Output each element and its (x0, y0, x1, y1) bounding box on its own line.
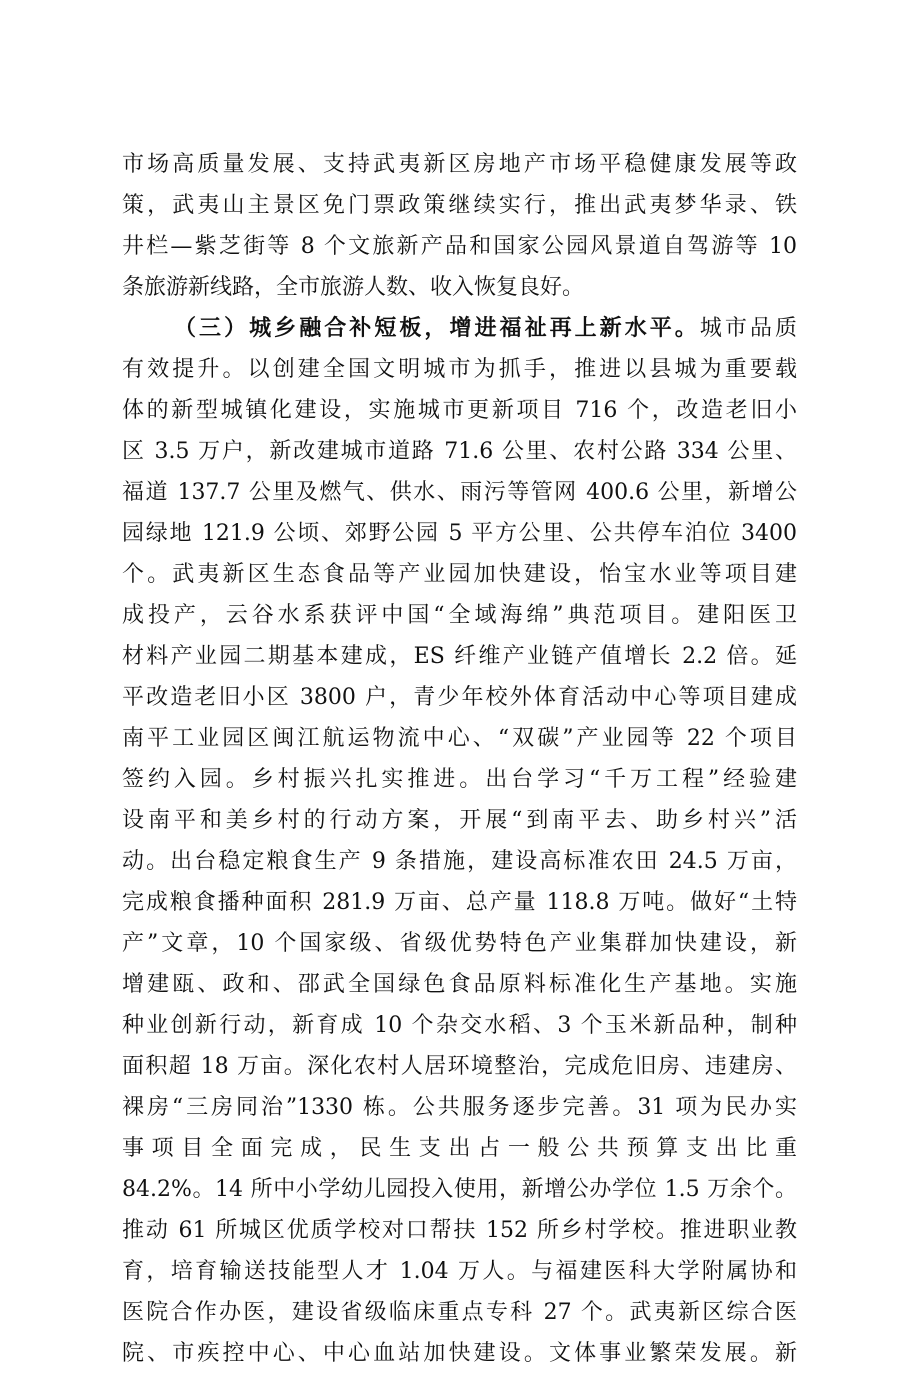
text-line: 签约入园。乡村振兴扎实推进。出台学习“千万工程”经验建 (122, 767, 797, 792)
section-heading: （三）城乡融合补短板，增进福祉再上新水平。 (174, 315, 700, 341)
section-heading-continuation: 城市品质 (699, 316, 797, 341)
text-line: 体的新型城镇化建设，实施城市更新项目 716 个，改造老旧小 (122, 398, 797, 423)
text-line: 动。出台稳定粮食生产 9 条措施，建设高标准农田 24.5 万亩， (122, 849, 797, 874)
text-line: 裸房“三房同治”1330 栋。公共服务逐步完善。31 项为民办实 (122, 1095, 797, 1120)
text-line: 材料产业园二期基本建成，ES 纤维产业链产值增长 2.2 倍。延 (122, 644, 797, 669)
text-line: 园绿地 121.9 公顷、郊野公园 5 平方公里、公共停车泊位 3400 (122, 521, 797, 546)
text-line: 成投产，云谷水系获评中国“全域海绵”典范项目。建阳医卫 (122, 603, 797, 628)
text-line: 推动 61 所城区优质学校对口帮扶 152 所乡村学校。推进职业教 (122, 1218, 797, 1243)
text-line: 面积超 18 万亩。深化农村人居环境整治，完成危旧房、违建房、 (122, 1054, 797, 1079)
text-line: 有效提升。以创建全国文明城市为抓手，推进以县城为重要载 (122, 357, 797, 382)
text-line: 福道 137.7 公里及燃气、供水、雨污等管网 400.6 公里，新增公 (122, 480, 797, 505)
text-line: 产”文章，10 个国家级、省级优势特色产业集群加快建设，新 (122, 931, 797, 956)
text-line: 策，武夷山主景区免门票政策继续实行，推出武夷梦华录、铁 (122, 193, 797, 218)
text-line: 种业创新行动，新育成 10 个杂交水稻、3 个玉米新品种，制种 (122, 1013, 797, 1038)
text-line: 增建瓯、政和、邵武全国绿色食品原料标准化生产基地。实施 (122, 972, 797, 997)
text-line: 南平工业园区闽江航运物流中心、“双碳”产业园等 22 个项目 (122, 726, 797, 751)
text-line: 育，培育输送技能型人才 1.04 万人。与福建医科大学附属协和 (122, 1259, 797, 1284)
text-line: 市场高质量发展、支持武夷新区房地产市场平稳健康发展等政 (122, 152, 797, 177)
section-heading-line (122, 308, 797, 349)
text-line: 个。武夷新区生态食品等产业园加快建设，怡宝水业等项目建 (122, 562, 797, 587)
text-line: 院、市疾控中心、中心血站加快建设。文体事业繁荣发展。新 (122, 1341, 797, 1366)
text-line: 平改造老旧小区 3800 户，青少年校外体育活动中心等项目建成 (122, 685, 797, 710)
text-line: 84.2%。14 所中小学幼儿园投入使用，新增公办学位 1.5 万余个。 (122, 1177, 797, 1202)
body-text (122, 144, 797, 1374)
text-line: 条旅游新线路，全市旅游人数、收入恢复良好。 (122, 275, 585, 300)
text-line: 区 3.5 万户，新改建城市道路 71.6 公里、农村公路 334 公里、 (122, 439, 797, 464)
text-line: 完成粮食播种面积 281.9 万亩、总产量 118.8 万吨。做好“土特 (122, 890, 797, 915)
text-line: 事项目全面完成，民生支出占一般公共预算支出比重 (122, 1136, 797, 1161)
text-line: 医院合作办医，建设省级临床重点专科 27 个。武夷新区综合医 (122, 1300, 797, 1325)
text-line: 井栏—紫芝街等 8 个文旅新产品和国家公园风景道自驾游等 10 (122, 234, 797, 259)
text-line: 设南平和美乡村的行动方案，开展“到南平去、助乡村兴”活 (122, 808, 797, 833)
